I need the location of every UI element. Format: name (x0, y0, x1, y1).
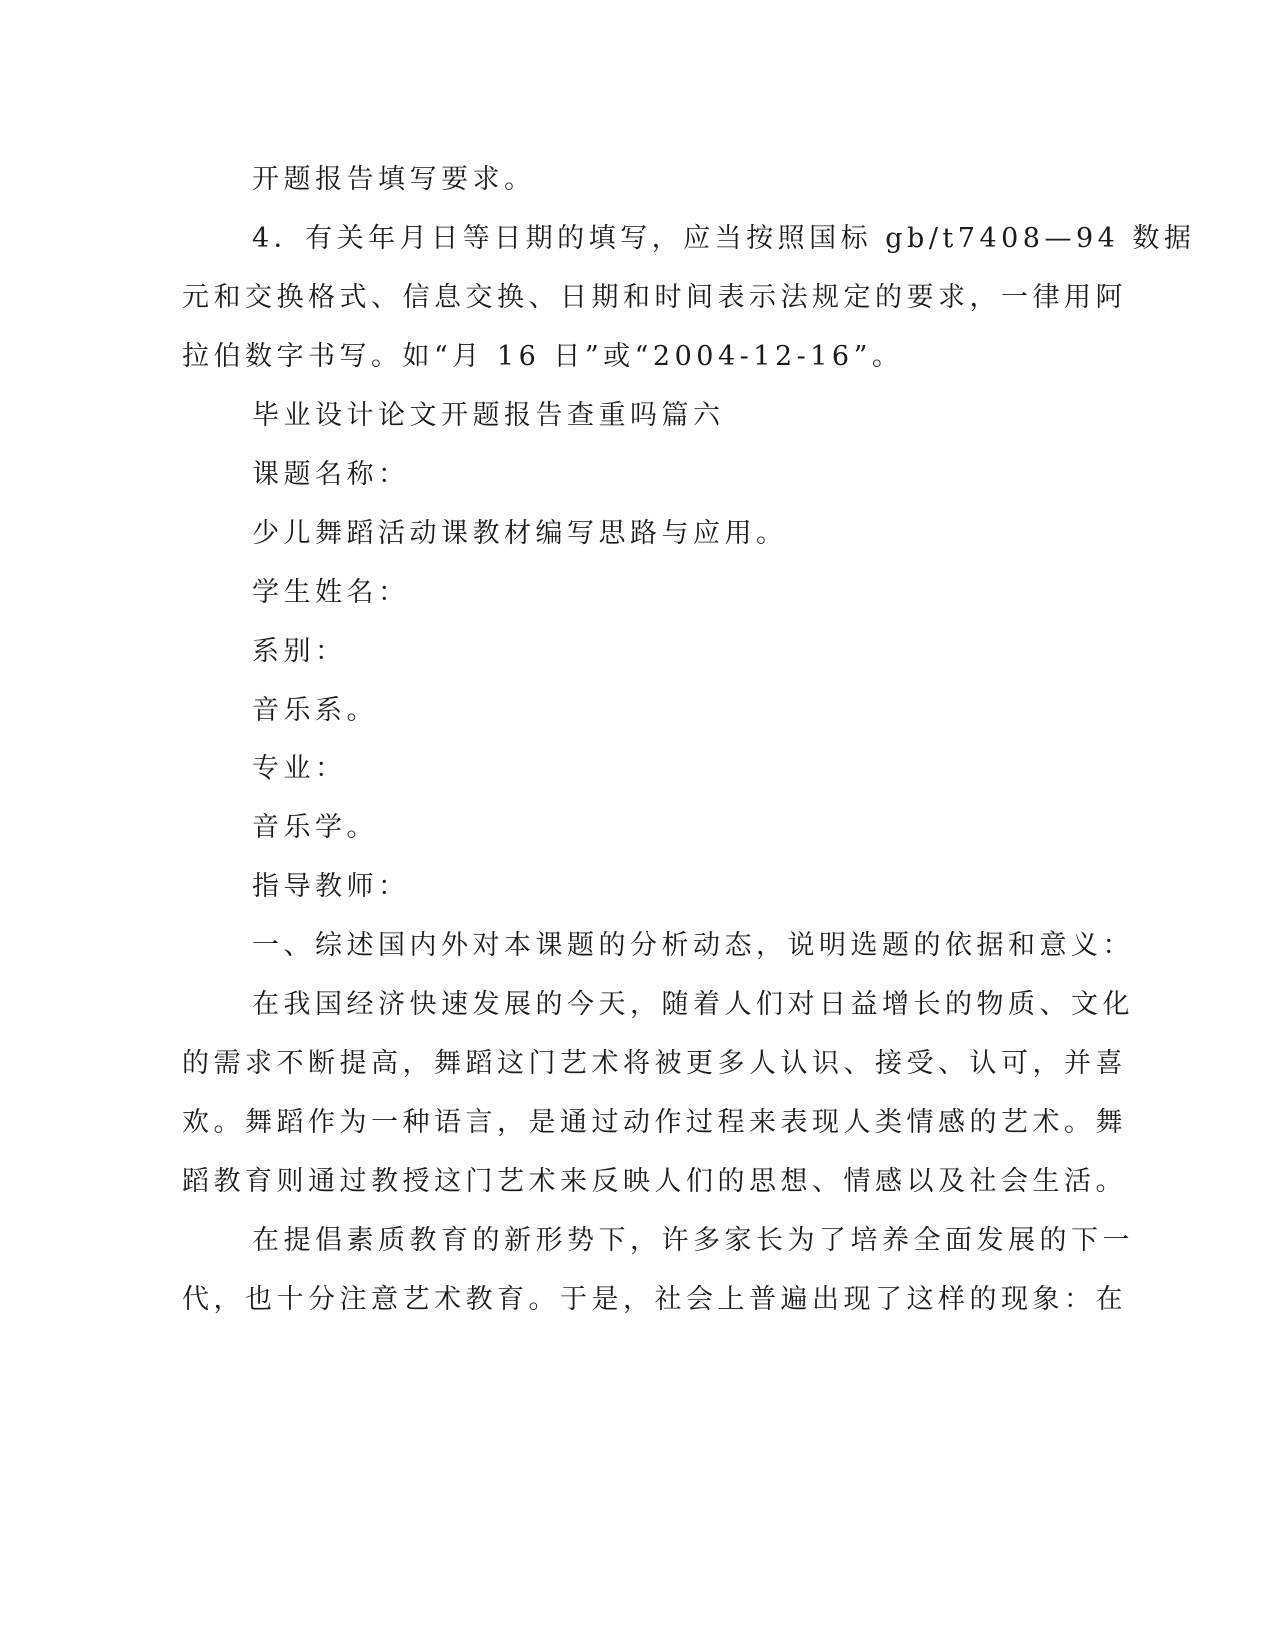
paragraph-line: 在我国经济快速发展的今天，随着人们对日益增长的物质、文化 (252, 989, 1134, 1020)
paragraph-line: 的需求不断提高，舞蹈这门艺术将被更多人认识、接受、认可，并喜 (182, 1048, 1127, 1079)
field-value: 少儿舞蹈活动课教材编写思路与应用。 (252, 518, 788, 549)
field-label: 专业： (252, 753, 347, 784)
paragraph-line: 欢。舞蹈作为一种语言，是通过动作过程来表现人类情感的艺术。舞 (182, 1107, 1127, 1138)
paragraph-line: 代，也十分注意艺术教育。于是，社会上普遍出现了这样的现象：在 (182, 1284, 1127, 1315)
paragraph-line: 拉伯数字书写。如“月 16 日”或“2004-12-16”。 (182, 341, 904, 372)
field-label: 系别： (252, 636, 347, 667)
field-value: 音乐系。 (252, 695, 378, 726)
field-label: 指导教师： (252, 871, 410, 902)
field-label: 学生姓名： (252, 577, 410, 608)
paragraph-line: 开题报告填写要求。 (252, 164, 536, 195)
paragraph-line: 在提倡素质教育的新形势下，许多家长为了培养全面发展的下一 (252, 1225, 1134, 1256)
paragraph-line: 蹈教育则通过教授这门艺术来反映人们的思想、情感以及社会生活。 (182, 1166, 1127, 1197)
paragraph-line: 4．有关年月日等日期的填写，应当按照国标 gb/t7408—94 数据 (252, 223, 1196, 254)
section-heading: 毕业设计论文开题报告查重吗篇六 (252, 400, 725, 431)
paragraph-line: 元和交换格式、信息交换、日期和时间表示法规定的要求，一律用阿 (182, 282, 1127, 313)
field-label: 课题名称： (252, 459, 410, 490)
section-heading: 一、综述国内外对本课题的分析动态，说明选题的依据和意义： (252, 930, 1134, 961)
field-value: 音乐学。 (252, 812, 378, 843)
